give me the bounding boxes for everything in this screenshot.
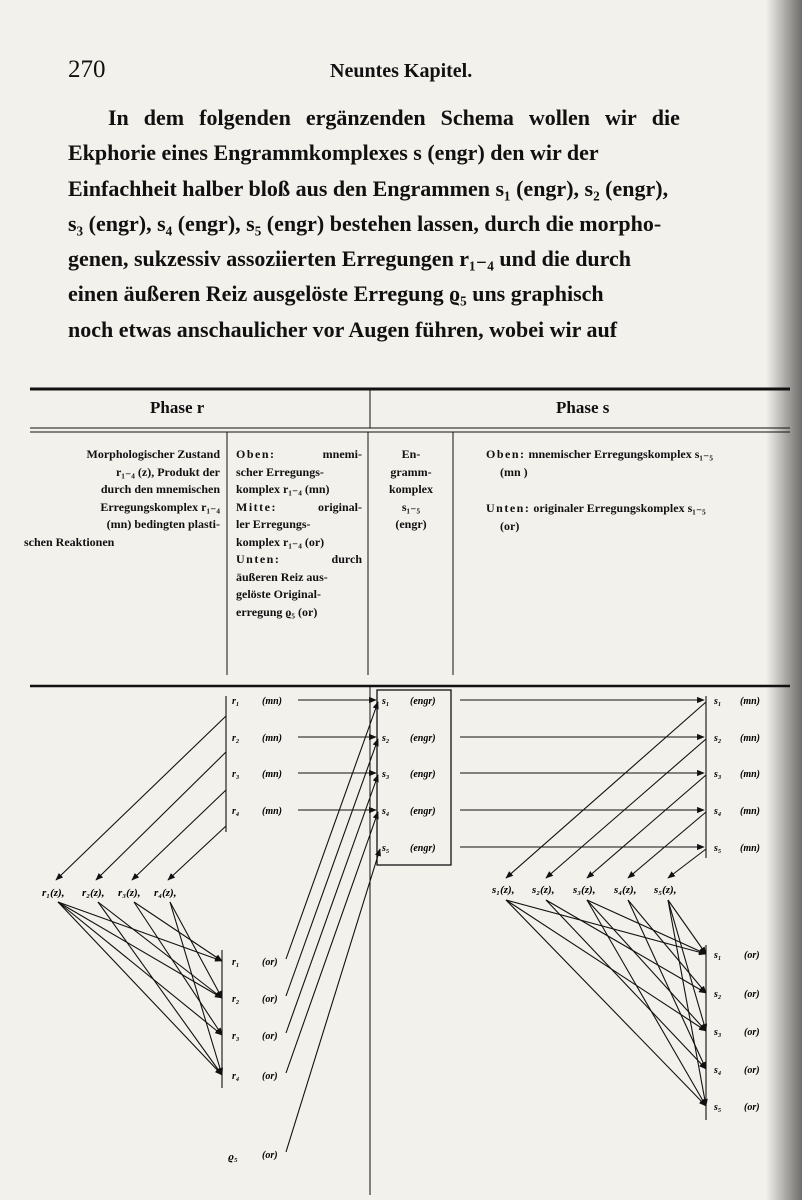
cell-line: (or) <box>500 518 520 533</box>
cell-line: komplex r₁₋₄ (mn) <box>236 482 330 496</box>
s-mn-to-z-arrow-4 <box>628 812 706 878</box>
s-or-label-3: (or) <box>744 1027 760 1038</box>
r-mn-to-z-arrow-3 <box>132 790 226 880</box>
r-or-label-3: (or) <box>262 1031 278 1042</box>
r-mn-label-4: (mn) <box>262 806 282 817</box>
cell-line: durch den mnemischen <box>100 482 220 496</box>
running-title: Neuntes Kapitel. <box>330 60 473 82</box>
label-unten: Unten: <box>236 552 281 566</box>
s-z-state-4: s₄(z), <box>614 884 637 896</box>
paragraph-line: Ekphorie eines Engrammkomplexes s (engr) den wir der <box>68 140 599 166</box>
s-or-label-5: (or) <box>744 1102 760 1113</box>
cell-line: (mn) bedingten plasti- <box>106 517 220 531</box>
s-mn-to-z-arrow-2 <box>546 739 706 878</box>
cell-line: Morphologischer Zustand <box>86 447 220 461</box>
engr-name-1: s₁ <box>382 696 390 707</box>
r-or-to-engr-arrow-1 <box>286 702 378 959</box>
cell-line: ler Erregungs- <box>236 517 311 531</box>
r-or-label-1: (or) <box>262 957 278 968</box>
cell-line: äußeren Reiz aus- <box>236 569 328 584</box>
s-mn-label-4: (mn) <box>740 806 760 817</box>
cell-line: (mn ) <box>500 464 528 479</box>
s-mn-name-2: s₂ <box>714 733 722 744</box>
engr-label-3: (engr) <box>410 769 436 780</box>
engr-label-5: (engr) <box>410 843 436 854</box>
s-z-state-2: s₂(z), <box>532 884 555 896</box>
cell-line: (engr) <box>395 517 427 531</box>
r-mn-label-1: (mn) <box>262 696 282 707</box>
s-z-state-1: s₁(z), <box>492 884 515 896</box>
paragraph-line: noch etwas anschaulicher vor Augen führen, wobei wir auf <box>68 316 618 342</box>
r-z-state-1: r₁(z), <box>42 887 65 899</box>
cell-text: originaler Erregungskomplex s₁₋₅ <box>533 501 706 515</box>
engr-name-3: s₃ <box>382 769 390 780</box>
cell-line: scher Erregungs- <box>236 464 324 479</box>
phase-r-header: Phase r <box>150 398 205 417</box>
r-mn-name-1: r₁ <box>232 696 240 707</box>
s-mn-label-5: (mn) <box>740 843 760 854</box>
word: In <box>108 105 129 130</box>
r-or-name-2: r₂ <box>232 994 240 1005</box>
r-z-state-4: r₄(z), <box>154 887 177 899</box>
r-z-to-or-arrow-3-1 <box>134 902 222 961</box>
r-mn-name-3: r₃ <box>232 769 240 780</box>
s-mn-name-1: s₁ <box>714 696 722 707</box>
label-oben: Oben: <box>486 447 526 461</box>
s-mn-name-3: s₃ <box>714 769 722 780</box>
rho-5-label: (or) <box>262 1150 278 1161</box>
cell-line: r₁₋₄ (z), Produkt der <box>116 464 220 479</box>
s-z-to-or-arrow-4-2 <box>628 900 706 993</box>
s-or-name-1: s₁ <box>714 950 722 961</box>
word: wollen <box>528 105 591 130</box>
r-mn-to-z-arrow-2 <box>96 752 226 880</box>
s-mn-to-z-arrow-5 <box>668 849 706 878</box>
s-mn-label-2: (mn) <box>740 733 760 744</box>
paragraph-line: einen äußeren Reiz ausgelöste Erregung ϱ₅ uns graphisch <box>68 281 604 307</box>
label-oben: Oben: <box>236 447 276 461</box>
s-or-label-1: (or) <box>744 950 760 961</box>
cell-line: erregung ϱ₅ (or) <box>236 604 318 619</box>
word: die <box>651 105 680 130</box>
s-z-to-or-arrow-1-3 <box>506 900 706 1031</box>
r-z-to-or-arrow-1-3 <box>58 902 222 1035</box>
cell-line: gelöste Original- <box>236 587 321 601</box>
s-mn-name-4: s₄ <box>714 806 722 817</box>
s-or-label-2: (or) <box>744 989 760 1000</box>
s-z-state-3: s₃(z), <box>573 884 596 896</box>
r-z-state-3: r₃(z), <box>118 887 141 899</box>
s-z-to-or-arrow-3-5 <box>587 900 706 1106</box>
cell-line: komplex r₁₋₄ (or) <box>236 534 325 549</box>
r-or-name-3: r₃ <box>232 1031 240 1042</box>
label-mitte: Mitte: <box>236 499 277 514</box>
paragraph-line: s₃ (engr), s₄ (engr), s₅ (engr) bestehen lassen, durch die morpho- <box>68 210 662 236</box>
word: wir <box>605 105 637 130</box>
r-z-to-or-arrow-1-4 <box>58 902 222 1075</box>
cell-line: schen Reaktionen <box>24 534 115 549</box>
cell-text: durch <box>331 552 362 566</box>
engr-label-4: (engr) <box>410 806 436 817</box>
r-z-to-or-arrow-4-2 <box>170 902 222 998</box>
r-or-label-4: (or) <box>262 1071 278 1082</box>
cell-line: Erregungskomplex r₁₋₄ <box>100 499 220 514</box>
s-mn-name-5: s₅ <box>714 843 722 854</box>
r-mn-to-z-arrow-4 <box>168 826 226 880</box>
r-z-to-or-arrow-1-2 <box>58 902 222 998</box>
r-mn-label-3: (mn) <box>262 769 282 780</box>
word: folgenden <box>199 105 291 130</box>
label-unten: Unten: <box>486 501 531 515</box>
r-mn-name-4: r₄ <box>232 806 240 817</box>
r-or-label-2: (or) <box>262 994 278 1005</box>
s-or-name-3: s₃ <box>714 1027 722 1038</box>
cell-text: mnemischer Erregungskomplex s₁₋₅ <box>528 447 713 461</box>
r-or-to-engr-arrow-2 <box>286 739 378 996</box>
paragraph-line: Einfachheit halber bloß aus den Engrammen s₁ (engr), s₂ (engr), <box>68 175 669 201</box>
engr-label-2: (engr) <box>410 733 436 744</box>
page-number: 270 <box>68 56 106 83</box>
engr-label-1: (engr) <box>410 696 436 707</box>
r-z-to-or-arrow-4-4 <box>170 902 222 1075</box>
s-mn-label-3: (mn) <box>740 769 760 780</box>
paragraph-line: genen, sukzessiv assoziierten Erregungen r₁₋₄ und die durch <box>68 246 632 272</box>
s-mn-to-z-arrow-1 <box>506 702 706 878</box>
r-or-name-4: r₄ <box>232 1071 240 1082</box>
engr-name-4: s₄ <box>382 806 390 817</box>
s-z-to-or-arrow-2-4 <box>546 900 706 1069</box>
cell-line: s₁₋₅ <box>401 499 421 514</box>
engr-name-2: s₂ <box>382 733 390 744</box>
s-or-name-4: s₄ <box>714 1065 722 1076</box>
rho-to-engr-arrow <box>286 849 380 1152</box>
cell-line: gramm- <box>390 464 432 479</box>
r-z-to-or-arrow-3-3 <box>134 902 222 1035</box>
word: Schema <box>440 105 514 130</box>
r-or-to-engr-arrow-4 <box>286 812 378 1073</box>
r-mn-name-2: r₂ <box>232 733 240 744</box>
s-z-to-or-arrow-5-5 <box>668 900 706 1106</box>
rho-5-name: ϱ₅ <box>228 1151 238 1163</box>
word: ergänzenden <box>305 105 426 130</box>
engr-name-5: s₅ <box>382 843 390 854</box>
cell-line: komplex <box>388 482 433 496</box>
word: dem <box>143 105 185 130</box>
s-z-to-or-arrow-5-3 <box>668 900 706 1031</box>
s-or-name-2: s₂ <box>714 989 722 1000</box>
r-z-state-2: r₂(z), <box>82 887 105 899</box>
cell-text: original- <box>318 499 362 514</box>
r-or-to-engr-arrow-3 <box>286 775 378 1033</box>
cell-text: mnemi- <box>322 447 362 461</box>
r-or-name-1: r₁ <box>232 957 240 968</box>
r-mn-to-z-arrow-1 <box>56 716 226 880</box>
phase-s-header: Phase s <box>556 398 610 417</box>
r-z-to-or-arrow-2-4 <box>98 902 222 1075</box>
r-mn-label-2: (mn) <box>262 733 282 744</box>
cell-line: En- <box>401 447 421 461</box>
s-or-label-4: (or) <box>744 1065 760 1076</box>
s-or-name-5: s₅ <box>714 1102 722 1113</box>
s-mn-label-1: (mn) <box>740 696 760 707</box>
s-z-state-5: s₅(z), <box>654 884 677 896</box>
